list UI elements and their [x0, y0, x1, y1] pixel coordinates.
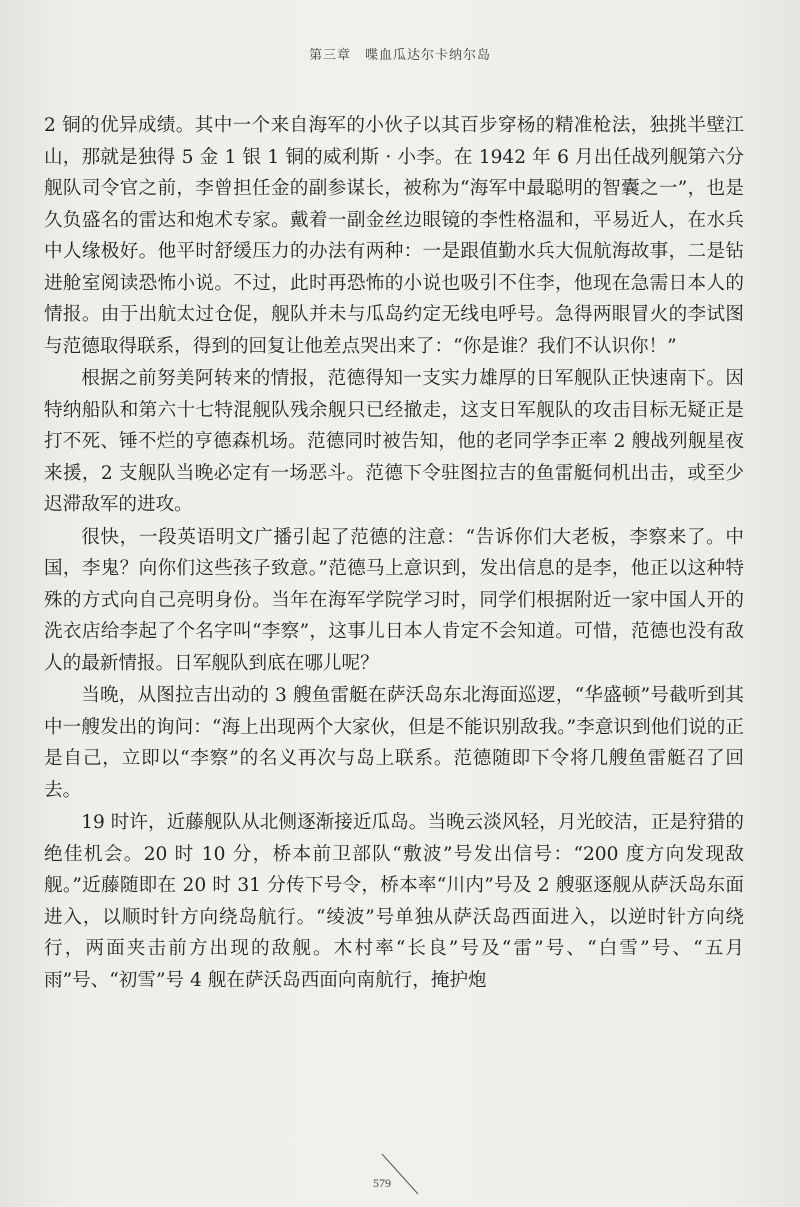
chapter-title: 喋血瓜达尔卡纳尔岛 [365, 48, 492, 63]
paragraph: 19 时许，近藤舰队从北侧逐渐接近瓜岛。当晚云淡风轻，月光皎洁，正是狩猎的绝佳机会。20 时 10 分，桥本前卫部队“敷波”号发出信号：“200 度方向发现敌舰。”近藤随即在 20 时 31 分传下号令，桥本率“川内”号及 2 艘驱逐舰从萨沃岛东面进入，以顺时针方向绕岛航行。“绫波”号单独从萨沃岛西面进入，以逆时针方向绕行，两面夹击前方出现的敌舰。木村率“长良”号及“雷”号、“白雪”号、“五月雨”号、“初雪”号 4 舰在萨沃岛西面向南航行，掩护炮 [44, 812, 744, 991]
body-text [44, 110, 744, 997]
paragraph: 2 铜的优异成绩。其中一个来自海军的小伙子以其百步穿杨的精准枪法，独挑半壁江山，那就是独得 5 金 1 银 1 铜的威利斯 · 小李。在 1942 年 6 月出任战列舰第六分舰队司令官之前，李曾担任金的副参谋长，被称为“海军中最聪明的智囊之一”，也是久负盛名的雷达和炮术专家。戴着一副金丝边眼镜的李性格温和，平易近人，在水兵中人缘极好。他平时舒缓压力的办法有两种：一是跟值勤水兵大侃航海故事，二是钻进舱室阅读恐怖小说。不过，此时再恐怖的小说也吸引不住李，他现在急需日本人的情报。由于出航太过仓促，舰队并未与瓜岛约定无线电呼号。急得两眼冒火的李试图与范德取得联系，得到的回复让他差点哭出来了：“你是谁？我们不认识你！” [44, 115, 744, 357]
diagonal-rule-icon [360, 1150, 440, 1200]
page-number-ornament [360, 1150, 440, 1200]
paragraph: 当晚，从图拉吉出动的 3 艘鱼雷艇在萨沃岛东北海面巡逻，“华盛顿”号截听到其中一艘发出的询问：“海上出现两个大家伙，但是不能识别敌我。”李意识到他们说的正是自己，立即以“李察”的名义再次与岛上联系。范德随即下令将几艘鱼雷艇召了回去。 [44, 685, 744, 801]
chapter-label: 第三章 [308, 48, 351, 63]
running-header [0, 44, 800, 63]
paragraph: 很快，一段英语明文广播引起了范德的注意：“告诉你们大老板，李察来了。中国，李鬼？向你们这些孩子致意。”范德马上意识到，发出信息的是李，他正以这种特殊的方式向自己亮明身份。当年在海军学院学习时，同学们根据附近一家中国人开的洗衣店给李起了个名字叫“李察”，这事儿日本人肯定不会知道。可惜，范德也没有敌人的最新情报。日军舰队到底在哪儿呢？ [44, 526, 744, 674]
paragraph: 根据之前努美阿转来的情报，范德得知一支实力雄厚的日军舰队正快速南下。因特纳船队和第六十七特混舰队残余舰只已经撤走，这支日军舰队的攻击目标无疑正是打不死、锤不烂的亨德森机场。范德同时被告知，他的老同学李正率 2 艘战列舰星夜来援，2 支舰队当晚必定有一场恶斗。范德下令驻图拉吉的鱼雷艇伺机出击，或至少迟滞敌军的进攻。 [44, 368, 744, 515]
page-number: 579 [373, 1176, 391, 1190]
